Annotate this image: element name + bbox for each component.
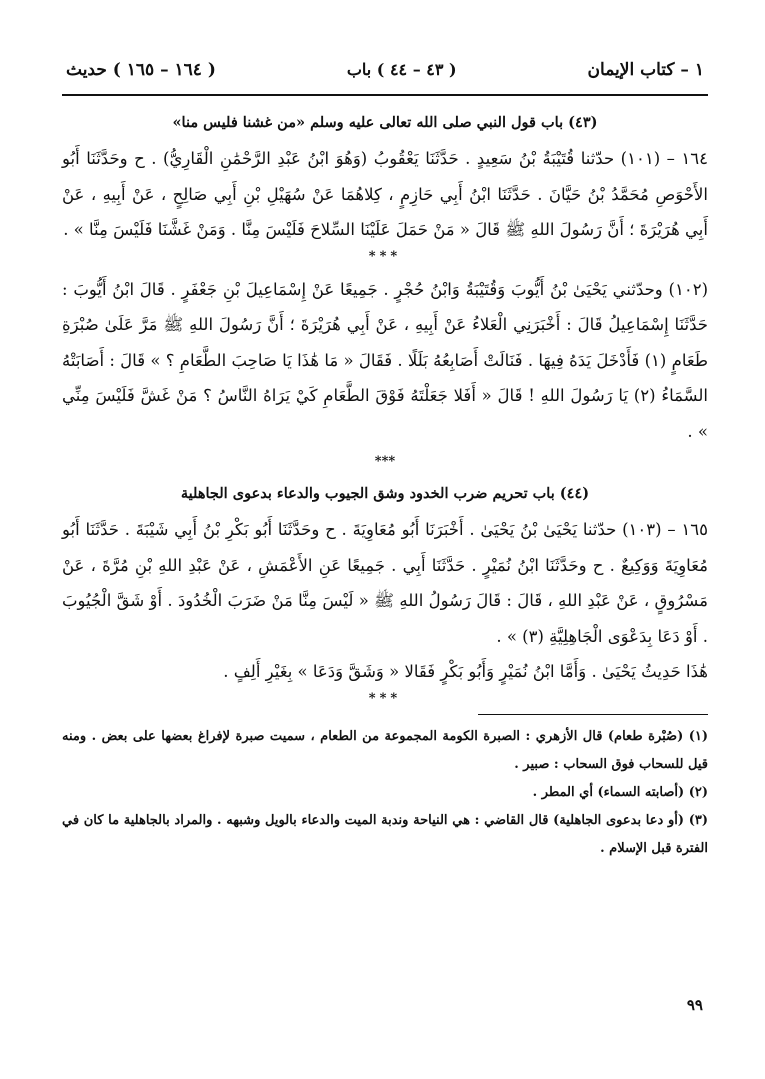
running-head-book: ١ – كتاب الإيمان: [587, 60, 704, 80]
footnote-1: (١) (صُبْرة طعام) قال الأزهري : الصبرة الكومة المجموعة من الطعام ، سميت صبرة لإفراغ بعضها على بعض . ومنه قيل للسحاب فوق السحاب : صبير .: [62, 728, 708, 772]
hadith-165: ١٦٥ – (١٠٣) حدّثنا يَحْيَىٰ بْنُ يَحْيَىٰ . أَخْبَرَنَا أَبُو مُعَاوِيَةَ . ح وحَدَّثَنَا أَبُو بَكْرِ بْنُ أَبِي شَيْبَةَ . حَدَّثَنَا أَبُو مُعَاوِيَةَ وَوَكِيعٌ . ح وحَدَّثَنَا ابْنُ نُمَيْرٍ . حَدَّثَنَا أَبِي . جَمِيعًا عَنِ الأَعْمَشِ ، عَنْ عَبْدِ اللهِ بْنِ مُرَّةَ ، عَنْ مَسْرُوقٍ ، عَنْ عَبْدِ اللهِ ، قَالَ : قَالَ رَسُولُ اللهِ ﷺ « لَيْسَ مِنَّا مَنْ ضَرَبَ الْخُدُودَ . أَوْ شَقَّ الْجُيُوبَ . أَوْ دَعَا بِدَعْوَى الْجَاهِلِيَّةِ (٣) » .: [62, 520, 708, 646]
running-head-hadith-range: ( ١٦٤ – ١٦٥ ) حديث: [66, 60, 216, 80]
chapter-43-title: (٤٣) باب قول النبي صلى الله تعالى عليه وسلم «من غشنا فليس منا»: [172, 114, 598, 131]
running-head-chapters: ( ٤٣ – ٤٤ ) باب: [346, 60, 457, 79]
hadith-165-note: هَٰذَا حَدِيثُ يَحْيَىٰ . وَأَمَّا ابْنُ نُمَيْرٍ وَأَبُو بَكْرٍ فَقَالا « وَشَقَّ وَدَعَا » بِغَيْرِ أَلِفٍ .: [223, 662, 708, 681]
section-divider: ***: [368, 248, 402, 264]
section-divider: ***: [368, 690, 402, 706]
section-divider: ***: [374, 454, 396, 469]
running-head: [62, 60, 708, 96]
hadith-164: ١٦٤ – (١٠١) حدّثنا قُتَيْبَةُ بْنُ سَعِيدٍ . حَدَّثَنَا يَعْقُوبُ (وَهُوَ ابْنُ عَبْدِ الرَّحْمَٰنِ الْقَارِيُّ) . ح وحَدَّثَنَا أَبُو الأَحْوَصِ مُحَمَّدُ بْنُ حَيَّانَ . حَدَّثَنَا ابْنُ أَبِي حَازِمٍ ، كِلاهُمَا عَنْ سُهَيْلِ بْنِ أَبِي صَالِحٍ ، عَنْ أَبِيهِ ، عَنْ أَبِي هُرَيْرَةَ ؛ أَنَّ رَسُولَ اللهِ ﷺ قَالَ « مَنْ حَمَلَ عَلَيْنَا السِّلاحَ فَلَيْسَ مِنَّا . وَمَنْ غَشَّنَا فَلَيْسَ مِنَّا » .: [62, 149, 708, 239]
chapter-44-title: (٤٤) باب تحريم ضرب الخدود وشق الجيوب والدعاء بدعوى الجاهلية: [180, 485, 590, 502]
page-number: ٩٩: [686, 996, 703, 1014]
footnote-3: (٣) (أو دعا بدعوى الجاهلية) قال القاضي : هي النياحة وندبة الميت والدعاء بالويل وشبهه . والمراد بالجاهلية ما كان في الفترة قبل الإسلام .: [62, 812, 708, 856]
book-page: [62, 60, 708, 863]
footnote-2: (٢) (أصابته السماء) أي المطر .: [532, 784, 708, 800]
hadith-102: (١٠٢) وحدّثني يَحْيَىٰ بْنُ أَيُّوبَ وَقُتَيْبَةُ وَابْنُ حُجْرٍ . جَمِيعًا عَنْ إِسْمَاعِيلَ بْنِ جَعْفَرٍ . قَالَ ابْنُ أَيُّوبَ : حَدَّثَنَا إِسْمَاعِيلُ قَالَ : أَخْبَرَنِي الْعَلاءُ عَنْ أَبِيهِ ، عَنْ أَبِي هُرَيْرَةَ ؛ أَنَّ رَسُولَ اللهِ ﷺ مَرَّ عَلَىٰ صُبْرَةِ طَعَامٍ (١) فَأَدْخَلَ يَدَهُ فِيهَا . فَنَالَتْ أَصَابِعُهُ بَلَلًا . فَقَالَ « مَا هَٰذَا يَا صَاحِبَ الطَّعَامِ ؟ » قَالَ : أَصَابَتْهُ السَّمَاءُ (٢) يَا رَسُولَ اللهِ ! قَالَ « أَفَلا جَعَلْتَهُ فَوْقَ الطَّعَامِ كَيْ يَرَاهُ النَّاسُ ؟ مَنْ غَشَّ فَلَيْسَ مِنِّي » .: [62, 279, 708, 441]
footnote-rule: [478, 714, 708, 715]
